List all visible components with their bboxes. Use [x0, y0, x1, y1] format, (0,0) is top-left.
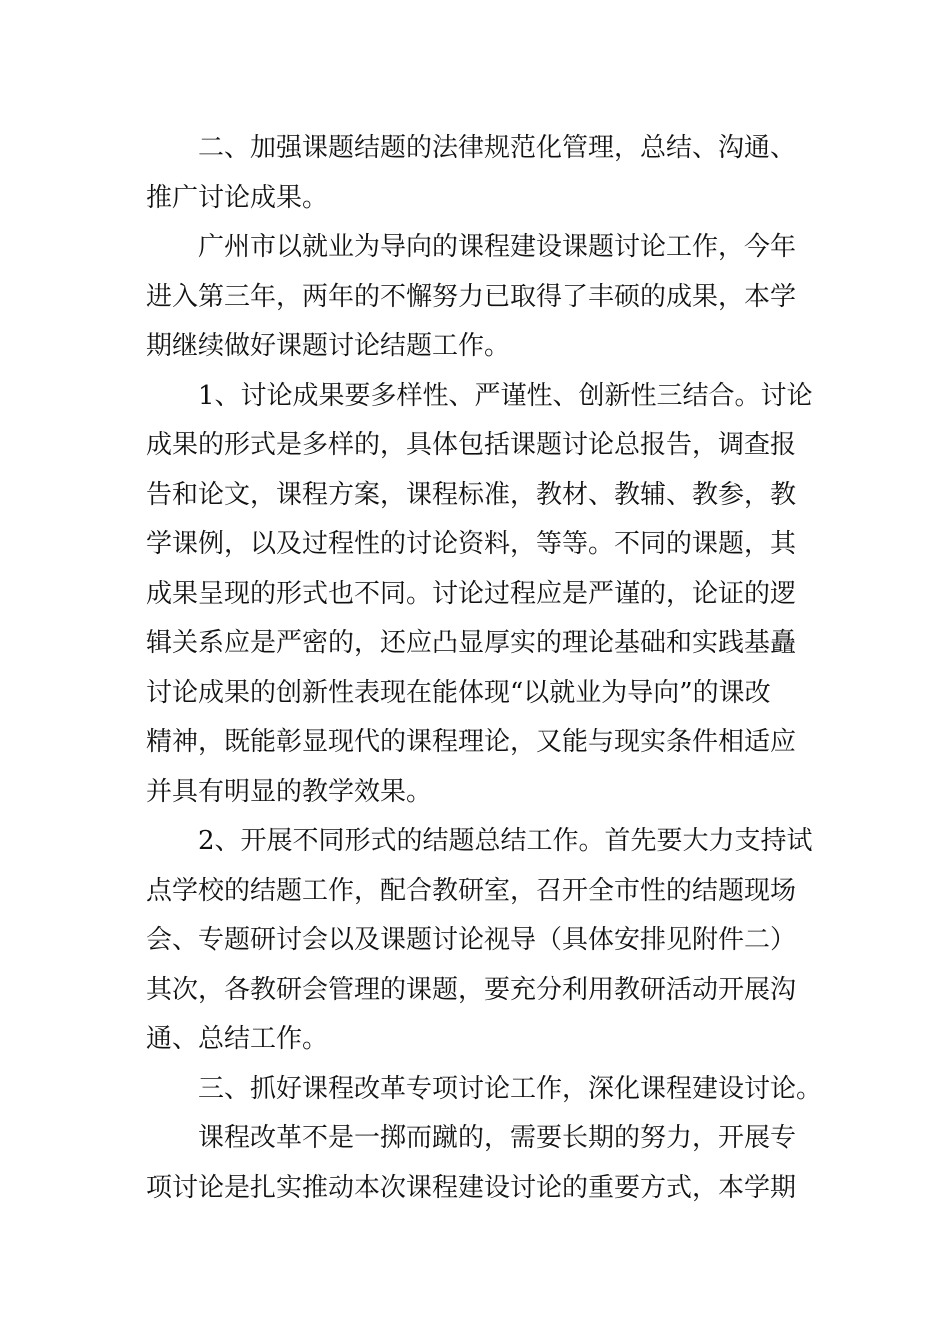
- document-body: [146, 124, 823, 1213]
- text-line: 进入第三年，两年的不懈努力已取得了丰硕的成果，本学: [146, 281, 797, 312]
- text-line: 会、专题研讨会以及课题讨论视导（具体安排见附件二）: [146, 925, 797, 955]
- text-line: 学课例，以及过程性的讨论资料，等等。不同的课题，其: [146, 529, 797, 559]
- text-line: 2、开展不同形式的结题总结工作。首先要大力支持试: [198, 826, 813, 856]
- text-line: 项讨论是扎实推动本次课程建设讨论的重要方式，本学期: [146, 1172, 797, 1203]
- text-line: 告和论文，课程方案，课程标准，教材、教辅、教参，教: [146, 479, 797, 510]
- text-line: 精神，既能彰显现代的课程理论，又能与现实条件相适应: [146, 727, 797, 757]
- text-line: 课程改革不是一掷而蹴的，需要长期的努力，开展专: [198, 1123, 797, 1153]
- text-line: 期继续做好课题讨论结题工作。: [146, 331, 511, 361]
- text-line: 通、总结工作。: [146, 1024, 329, 1054]
- text-line: 点学校的结题工作，配合教研室，召开全市性的结题现场: [146, 875, 797, 906]
- text-line: 辑关系应是严密的，还应凸显厚实的理论基础和实践基矗: [146, 628, 797, 658]
- text-line: 其次，各教研会管理的课题，要充分利用教研活动开展沟: [146, 974, 797, 1005]
- heading-section-three: 三、抓好课程改革专项讨论工作，深化课程建设讨论。: [198, 1073, 823, 1104]
- text-line: 1、讨论成果要多样性、严谨性、创新性三结合。讨论: [198, 380, 813, 411]
- text-line: 讨论成果的创新性表现在能体现“以就业为导向”的课改: [146, 677, 771, 708]
- text-line: 并具有明显的教学效果。: [146, 776, 433, 807]
- text-line: 成果呈现的形式也不同。讨论过程应是严谨的，论证的逻: [146, 578, 797, 609]
- heading-section-two: 二、加强课题结题的法律规范化管理，总结、沟通、: [198, 133, 797, 163]
- text-line: 成果的形式是多样的，具体包括课题讨论总报告，调查报: [146, 430, 797, 460]
- text-line: 广州市以就业为导向的课程建设课题讨论工作，今年: [198, 232, 797, 262]
- text-line: 推广讨论成果。: [146, 182, 329, 213]
